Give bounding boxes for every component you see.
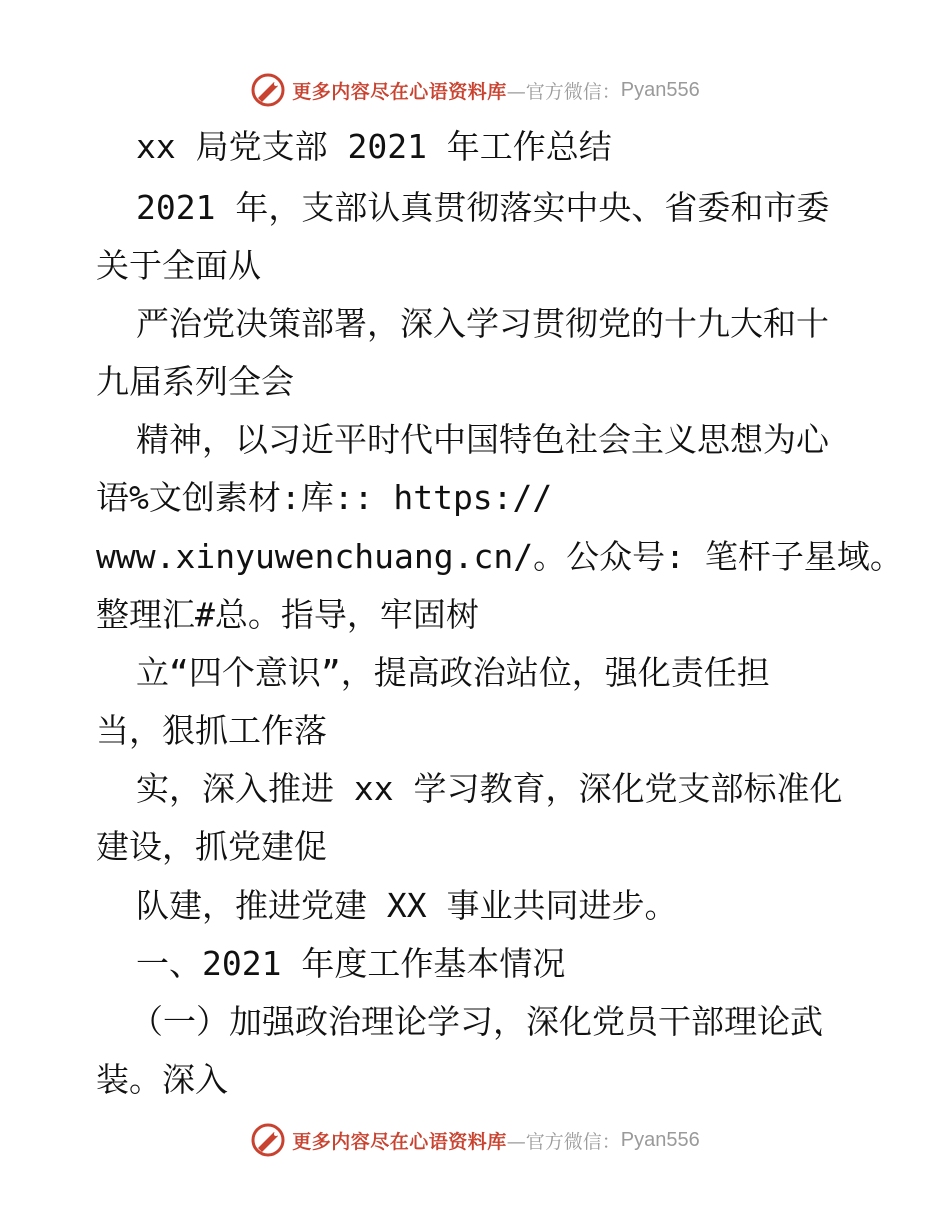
watermark-footer: [0, 1120, 950, 1160]
paragraph-line: 队建，推进党建 XX 事业共同进步。: [136, 886, 678, 925]
paragraph-line: 2021 年，支部认真贯彻落实中央、省委和市委: [136, 188, 830, 227]
paragraph-line: 语%文创素材:库:: https://: [96, 478, 553, 517]
watermark-wechat-id: Pyan556: [620, 1128, 700, 1151]
watermark-wechat-id: Pyan556: [620, 78, 700, 101]
document-title: xx 局党支部 2021 年工作总结: [136, 127, 612, 166]
watermark-separator: —官方微信：: [506, 80, 621, 103]
paragraph-line: 装。深入: [96, 1060, 228, 1099]
paragraph-line: 当，狠抓工作落: [96, 711, 327, 750]
paragraph-line: 立“四个意识”，提高政治站位，强化责任担: [136, 653, 770, 692]
pen-logo-icon: [250, 1122, 286, 1158]
paragraph-line: 严治党决策部署，深入学习贯彻党的十九大和十: [136, 304, 829, 343]
watermark-brand: 更多内容尽在心语资料库: [292, 1130, 507, 1153]
paragraph-line: 整理汇#总。指导，牢固树: [96, 595, 479, 634]
subsection-heading: （一）加强政治理论学习，深化党员干部理论武: [130, 1002, 823, 1041]
paragraph-line: 建设，抓党建促: [96, 827, 327, 866]
watermark-separator: —官方微信：: [506, 1130, 621, 1153]
paragraph-line: 九届系列全会: [96, 362, 294, 401]
paragraph-line: www.xinyuwenchuang.cn/。公众号: 笔杆子星域。: [96, 537, 903, 576]
watermark-brand: 更多内容尽在心语资料库: [292, 80, 507, 103]
paragraph-line: 关于全面从: [96, 246, 261, 285]
paragraph-line: 精神，以习近平时代中国特色社会主义思想为心: [136, 420, 829, 459]
paragraph-line: 实，深入推进 xx 学习教育，深化党支部标准化: [136, 769, 843, 808]
section-heading: 一、2021 年度工作基本情况: [136, 944, 566, 983]
